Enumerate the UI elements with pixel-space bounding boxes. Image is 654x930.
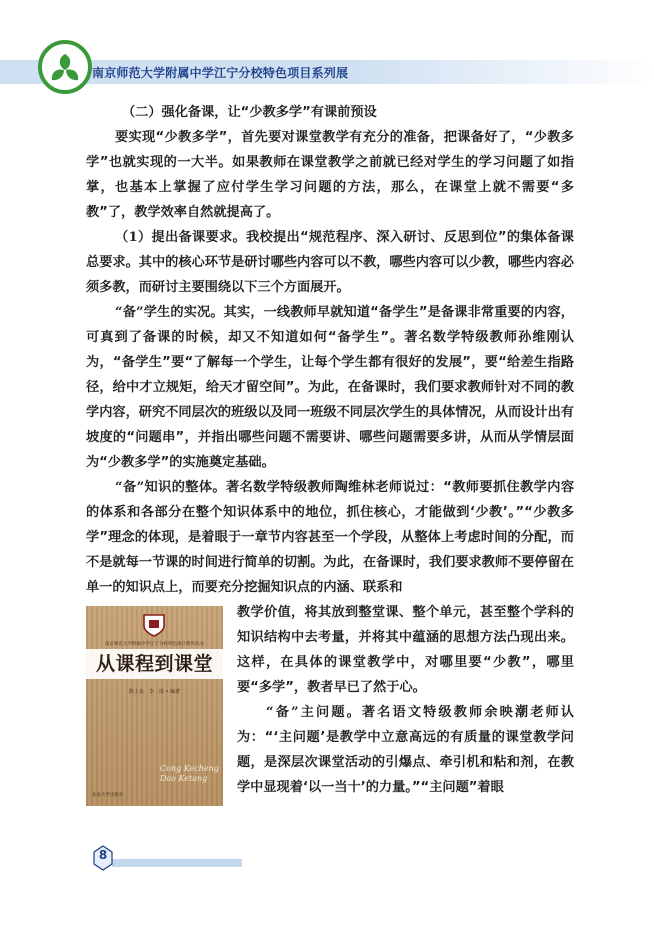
book-cover-image <box>86 606 223 806</box>
book-pinyin-line-1: Cong Kecheng <box>160 764 219 773</box>
paragraph-4 <box>86 475 574 600</box>
paragraph-1: 要实现“少教多学”，首先要对课堂教学有充分的准备，把课备好了，“少教多学”也就实现的一大半。如果教师在课堂教学之前就已经对学生的学习问题了如指掌，也基本上掌握了应付学生学习问题的方法，那么，在课堂上就不需要“多教”了，教学效率自然就提高了。 <box>86 130 574 220</box>
section-heading: （二）强化备课，让“少教多学”有课前预设 <box>122 105 377 120</box>
paragraph-5-lead: “备”主问题。 <box>266 705 362 720</box>
paragraph-5-text: 著名语文特级教师余映潮老师认为：“‘主问题’是教学中立意高远的有质量的课堂教学问题，是深层次课堂活动的引爆点、牵引机和粘和剂，在教学中显现着‘以一当十’的力量。”“主问题”着眼 <box>237 705 574 795</box>
paragraph-4-continued: 教学价值，将其放到整堂课、整个单元，甚至整个学科的知识结构中去考量，并将其中蕴涵的思想方法凸现出来。这样，在具体的课堂教学中，对哪里要“少教”，哪里要“多学”，教者早已了然于心。 <box>237 605 574 695</box>
book-title: 从课程到课堂 <box>95 653 213 675</box>
paragraph-4-lead: “备”知识的整体。 <box>115 480 226 495</box>
paragraph-3-text: 其实，一线教师早就知道“备学生”是备课非常重要的内容，可真到了备课的时候，却又不知道如何“备学生”。著名数学特级教师孙维刚认为，“备学生”要“了解每一个学生，让每个学生都有很好的发展”，要“给差生指路径，给中才立规矩，给天才留空间”。为此，在备课时，我们要求教师针对不同的教学内容，研究不同层次的班级以及同一班级不同层次学生的具体情况，从而设计出有坡度的“问题串”，并指出哪些问题不需要讲、哪些问题需要多讲，从而从学情层面为“少教多学”的实施奠定基础。 <box>86 305 574 470</box>
paragraph-2-text: 我校提出“规范程序、深入研讨、反思到位”的集体备课总要求。其中的核心环节是研讨哪些内容可以不教，哪些内容可以少教，哪些内容必须多教，而研讨主要围绕以下三个方面展开。 <box>86 230 574 295</box>
paragraph-3-lead: “备”学生的实况。 <box>115 305 224 320</box>
paragraph-2 <box>86 225 574 300</box>
school-logo-icon <box>38 40 92 94</box>
footer-band <box>112 859 242 867</box>
book-publisher: 东南大学出版社 <box>92 793 124 798</box>
book-authors: 陈士良 李 琦 • 编著 <box>128 689 181 695</box>
article-body <box>86 100 574 812</box>
paragraph-4-text: 著名数学特级教师陶维林老师说过：“教师要抓住教学内容的体系和各部分在整个知识体系中的地位，抓住核心，才能做到‘少教’。”“少教多学”理念的体现，是着眼于一章节内容甚至一个学段，从整体上考虑时间的分配，而不是就每一节课的时间进行简单的切割。为此，在备课时，我们要求教师不要停留在单一的知识点上，而要充分挖掘知识点的内涵、联系和 <box>86 480 575 595</box>
paragraph-2-lead: （1）提出备课要求。 <box>115 230 246 245</box>
book-series: 南京师范大学附属中学江宁分校特色项目系列丛书 <box>105 642 204 647</box>
wrap-block <box>86 600 574 800</box>
school-emblem-icon <box>141 612 167 638</box>
book-pinyin <box>160 764 220 784</box>
header-title: 南京师范大学附属中学江宁分校特色项目系列展 <box>92 66 349 80</box>
paragraph-3 <box>86 300 574 475</box>
book-pinyin-line-2: Dao Ketang <box>160 774 208 783</box>
page-number: 8 <box>98 848 108 862</box>
